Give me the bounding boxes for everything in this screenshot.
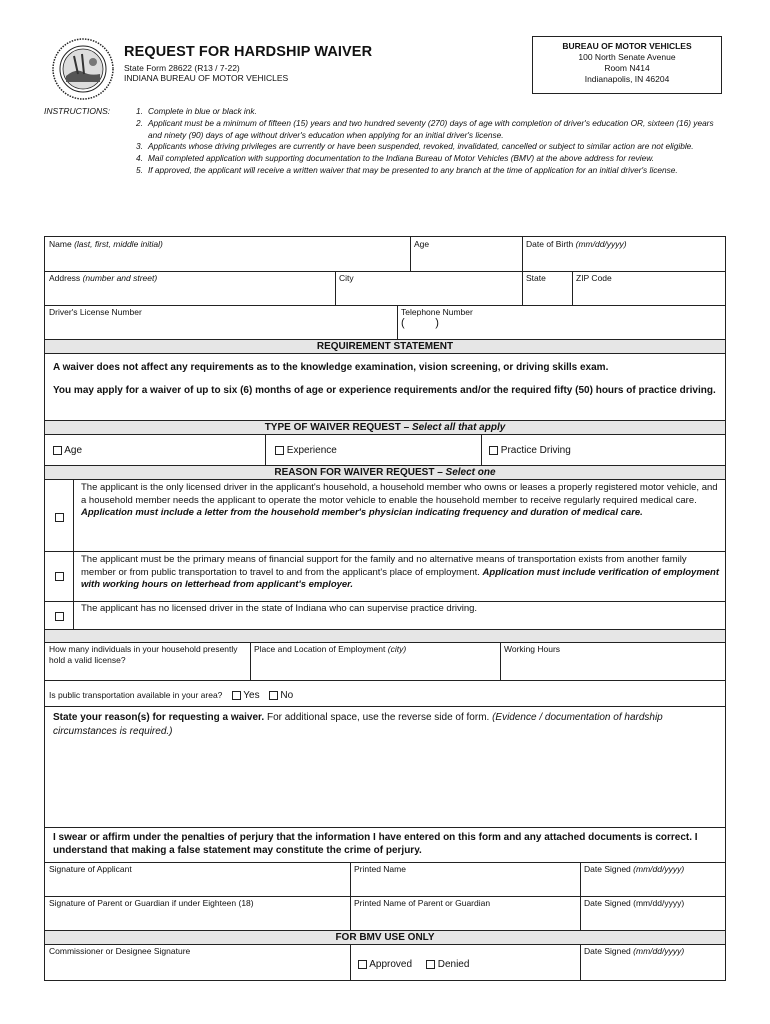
parent-printed-name-field[interactable]: Printed Name of Parent or Guardian <box>354 898 491 908</box>
bmv-name: BUREAU OF MOTOR VEHICLES <box>562 41 692 51</box>
address-field[interactable]: Address (number and street) <box>49 273 158 283</box>
agency-name: INDIANA BUREAU OF MOTOR VEHICLES <box>124 73 289 83</box>
reason-1-checkbox[interactable] <box>55 513 64 522</box>
household-license-count-field[interactable]: How many individuals in your household presently hold a valid license? <box>49 644 238 665</box>
bmv-use-heading: FOR BMV USE ONLY <box>45 931 725 944</box>
transport-no-checkbox[interactable] <box>269 691 278 700</box>
reason-1-text: The applicant is the only licensed driver in the applicant's household, a household member who owns or leases a properly registered motor vehicle, and a household member needs the applicant to operate the motor vehicle to enable the household member to receive regularly required medical care. Application must include a letter from the household member's physician indicating frequency and duration of medical care. <box>81 482 718 518</box>
commissioner-signature-field[interactable]: Commissioner or Designee Signature <box>49 946 191 956</box>
reason-statement-field[interactable]: State your reason(s) for requesting a waiver. For additional space, use the reverse side of form. (Evidence / documentation of hardship circumstances is required.) <box>53 712 663 737</box>
phone-area-code: ( ) <box>401 317 439 329</box>
applicant-printed-name-field[interactable]: Printed Name <box>354 864 406 874</box>
waiver-type-experience[interactable]: Experience <box>271 443 471 458</box>
transport-yes-checkbox[interactable] <box>232 691 241 700</box>
reason-2-checkbox[interactable] <box>55 572 64 581</box>
instruction-item: 1. Complete in blue or black ink. <box>136 106 257 116</box>
reason-2-text: The applicant must be the primary means of financial support for the family and no alternative means of transportation exists from another family member or from public transportation to travel to and from the applicant's place of employment. Application must include verification of employment with working hours on letterhead from applicant's employer. <box>81 554 720 590</box>
city-field[interactable]: City <box>339 273 354 283</box>
instructions-label: INSTRUCTIONS: <box>44 106 111 116</box>
waiver-type-practice-driving[interactable]: Practice Driving <box>485 443 705 458</box>
state-form-number: State Form 28622 (R13 / 7-22) <box>124 63 240 73</box>
applicant-date-signed-field[interactable]: Date Signed (mm/dd/yyyy) <box>584 864 685 874</box>
parent-signature-field[interactable]: Signature of Parent or Guardian if under Eighteen (18) <box>49 898 254 908</box>
bmv-room: Room N414 <box>604 63 650 73</box>
form-title: REQUEST FOR HARDSHIP WAIVER <box>124 44 373 60</box>
requirement-heading: REQUIREMENT STATEMENT <box>45 340 725 353</box>
applicant-signature-field[interactable]: Signature of Applicant <box>49 864 132 874</box>
bmv-address-box <box>532 36 722 94</box>
perjury-affirmation: I swear or affirm under the penalties of perjury that the information I have entered on this form and any attached documents is correct. I understand that making a false statement may constitute the crime of perjury. <box>53 832 698 856</box>
state-field[interactable]: State <box>526 273 546 283</box>
approved-checkbox[interactable] <box>358 960 367 969</box>
instruction-item: 4. Mail completed application with supporting documentation to the Indiana Bureau of Motor Vehicles (BMV) at the above address for review. <box>136 153 655 164</box>
name-field[interactable]: Name (last, first, middle initial) <box>49 239 163 249</box>
practice-driving-checkbox[interactable] <box>489 446 498 455</box>
bmv-city: Indianapolis, IN 46204 <box>584 74 670 84</box>
drivers-license-field[interactable]: Driver's License Number <box>49 307 142 317</box>
requirement-line-2: You may apply for a waiver of up to six (6) months of age or experience requirements and/or the required fifty (50) hours of practice driving. <box>53 385 716 396</box>
waiver-type-age[interactable]: Age <box>49 443 249 458</box>
requirement-line-1: A waiver does not affect any requirements as to the knowledge examination, vision screening, or driving skills exam. <box>53 362 609 373</box>
instruction-item: 5. If approved, the applicant will receive a written waiver that may be presented to any branch at the time of application for an initial driver's license. <box>136 164 678 175</box>
instruction-item: 2. Applicant must be a minimum of fifteen (15) years and two hundred seventy (270) days of age with completion of driver's education OR, sixteen (16) years and ninety (90) days of age without driver's education when applying for an initial driver's license. <box>136 117 714 140</box>
reason-heading: REASON FOR WAIVER REQUEST – Select one <box>45 466 725 479</box>
bmv-decision: Approved Denied <box>354 957 574 972</box>
parent-date-signed-field[interactable]: Date Signed (mm/dd/yyyy) <box>584 898 685 908</box>
telephone-field[interactable]: Telephone Number ( ) <box>397 305 726 339</box>
working-hours-field[interactable]: Working Hours <box>504 644 561 654</box>
denied-checkbox[interactable] <box>426 960 435 969</box>
age-checkbox[interactable] <box>53 446 62 455</box>
instructions-list <box>136 106 726 177</box>
experience-checkbox[interactable] <box>275 446 284 455</box>
instruction-item: 3. Applicants whose driving privileges are currently or have been suspended, revoked, invalidated, cancelled or subject to similar action are not eligible. <box>136 141 694 152</box>
reason-3-checkbox[interactable] <box>55 612 64 621</box>
zip-field[interactable]: ZIP Code <box>576 273 612 283</box>
separator-band <box>45 630 725 642</box>
bmv-date-signed-field[interactable]: Date Signed (mm/dd/yyyy) <box>584 946 685 956</box>
age-field[interactable]: Age <box>414 239 430 249</box>
indiana-state-seal <box>52 38 114 100</box>
waiver-form <box>44 236 726 981</box>
employment-location-field[interactable]: Place and Location of Employment (city) <box>254 644 407 654</box>
public-transport-question: Is public transportation available in your area? Yes No <box>49 690 294 701</box>
dob-field[interactable]: Date of Birth (mm/dd/yyyy) <box>526 239 627 249</box>
bmv-street: 100 North Senate Avenue <box>578 52 676 62</box>
reason-3-text: The applicant has no licensed driver in the state of Indiana who can supervise practice driving. <box>81 603 478 614</box>
waiver-type-heading: TYPE OF WAIVER REQUEST – Select all that apply <box>45 421 725 434</box>
